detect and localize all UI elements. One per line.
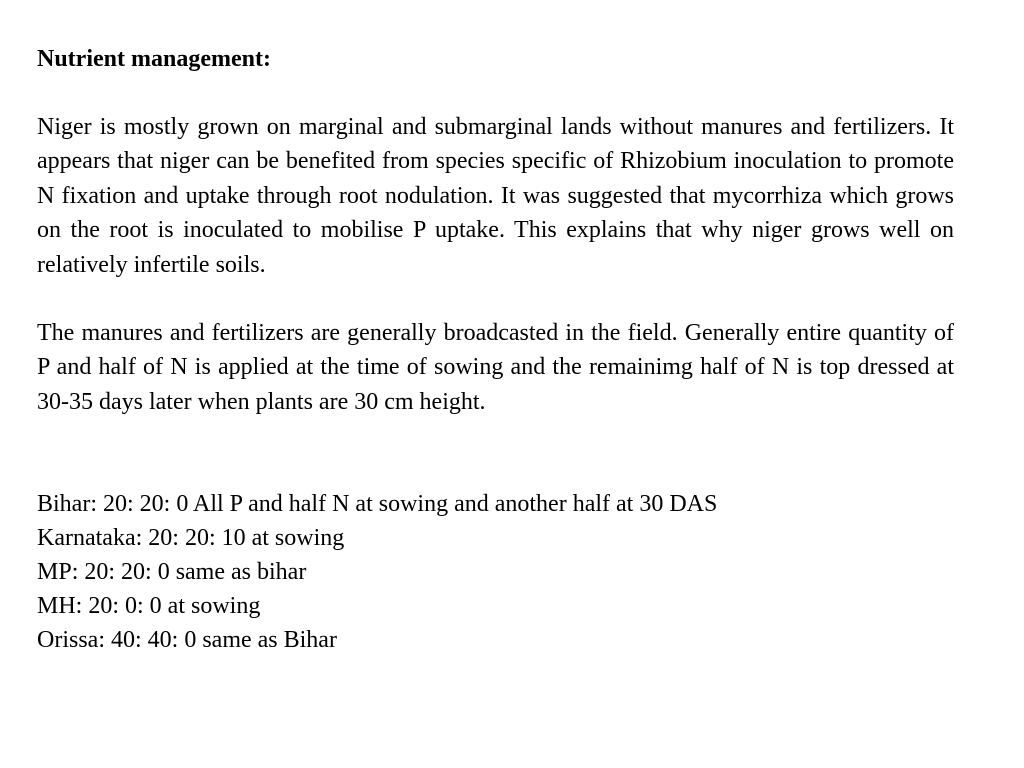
paragraph-niger-soils: Niger is mostly grown on marginal and submarginal lands without manures and fertilizers. It appears that niger can be benefited from species specific of Rhizobium inoculation to promote N fixation and uptake through root nodulation. It was suggested that mycorrhiza which grows on the root is inoculated to mobilise P uptake. This explains that why niger grows well on relatively infertile soils.: [37, 114, 954, 278]
section-heading: Nutrient management:: [37, 46, 271, 72]
slide-content: [37, 42, 954, 657]
state-recommendation-karnataka: Karnataka: 20: 20: 10 at sowing: [37, 525, 345, 552]
state-recommendation-mp: MP: 20: 20: 0 same as bihar: [37, 559, 307, 586]
state-recommendation-orissa: Orissa: 40: 40: 0 same as Bihar: [37, 627, 337, 654]
paragraph-fertilizer-application: The manures and fertilizers are generally broadcasted in the field. Generally entire quantity of P and half of N is applied at the time of sowing and the remainimg half of N is top dressed at 30-35 days later when plants are 30 cm height.: [37, 320, 954, 415]
state-recommendation-mh: MH: 20: 0: 0 at sowing: [37, 593, 261, 620]
state-recommendation-bihar: Bihar: 20: 20: 0 All P and half N at sowing and another half at 30 DAS: [37, 491, 718, 518]
state-recommendations-list: [37, 487, 954, 657]
